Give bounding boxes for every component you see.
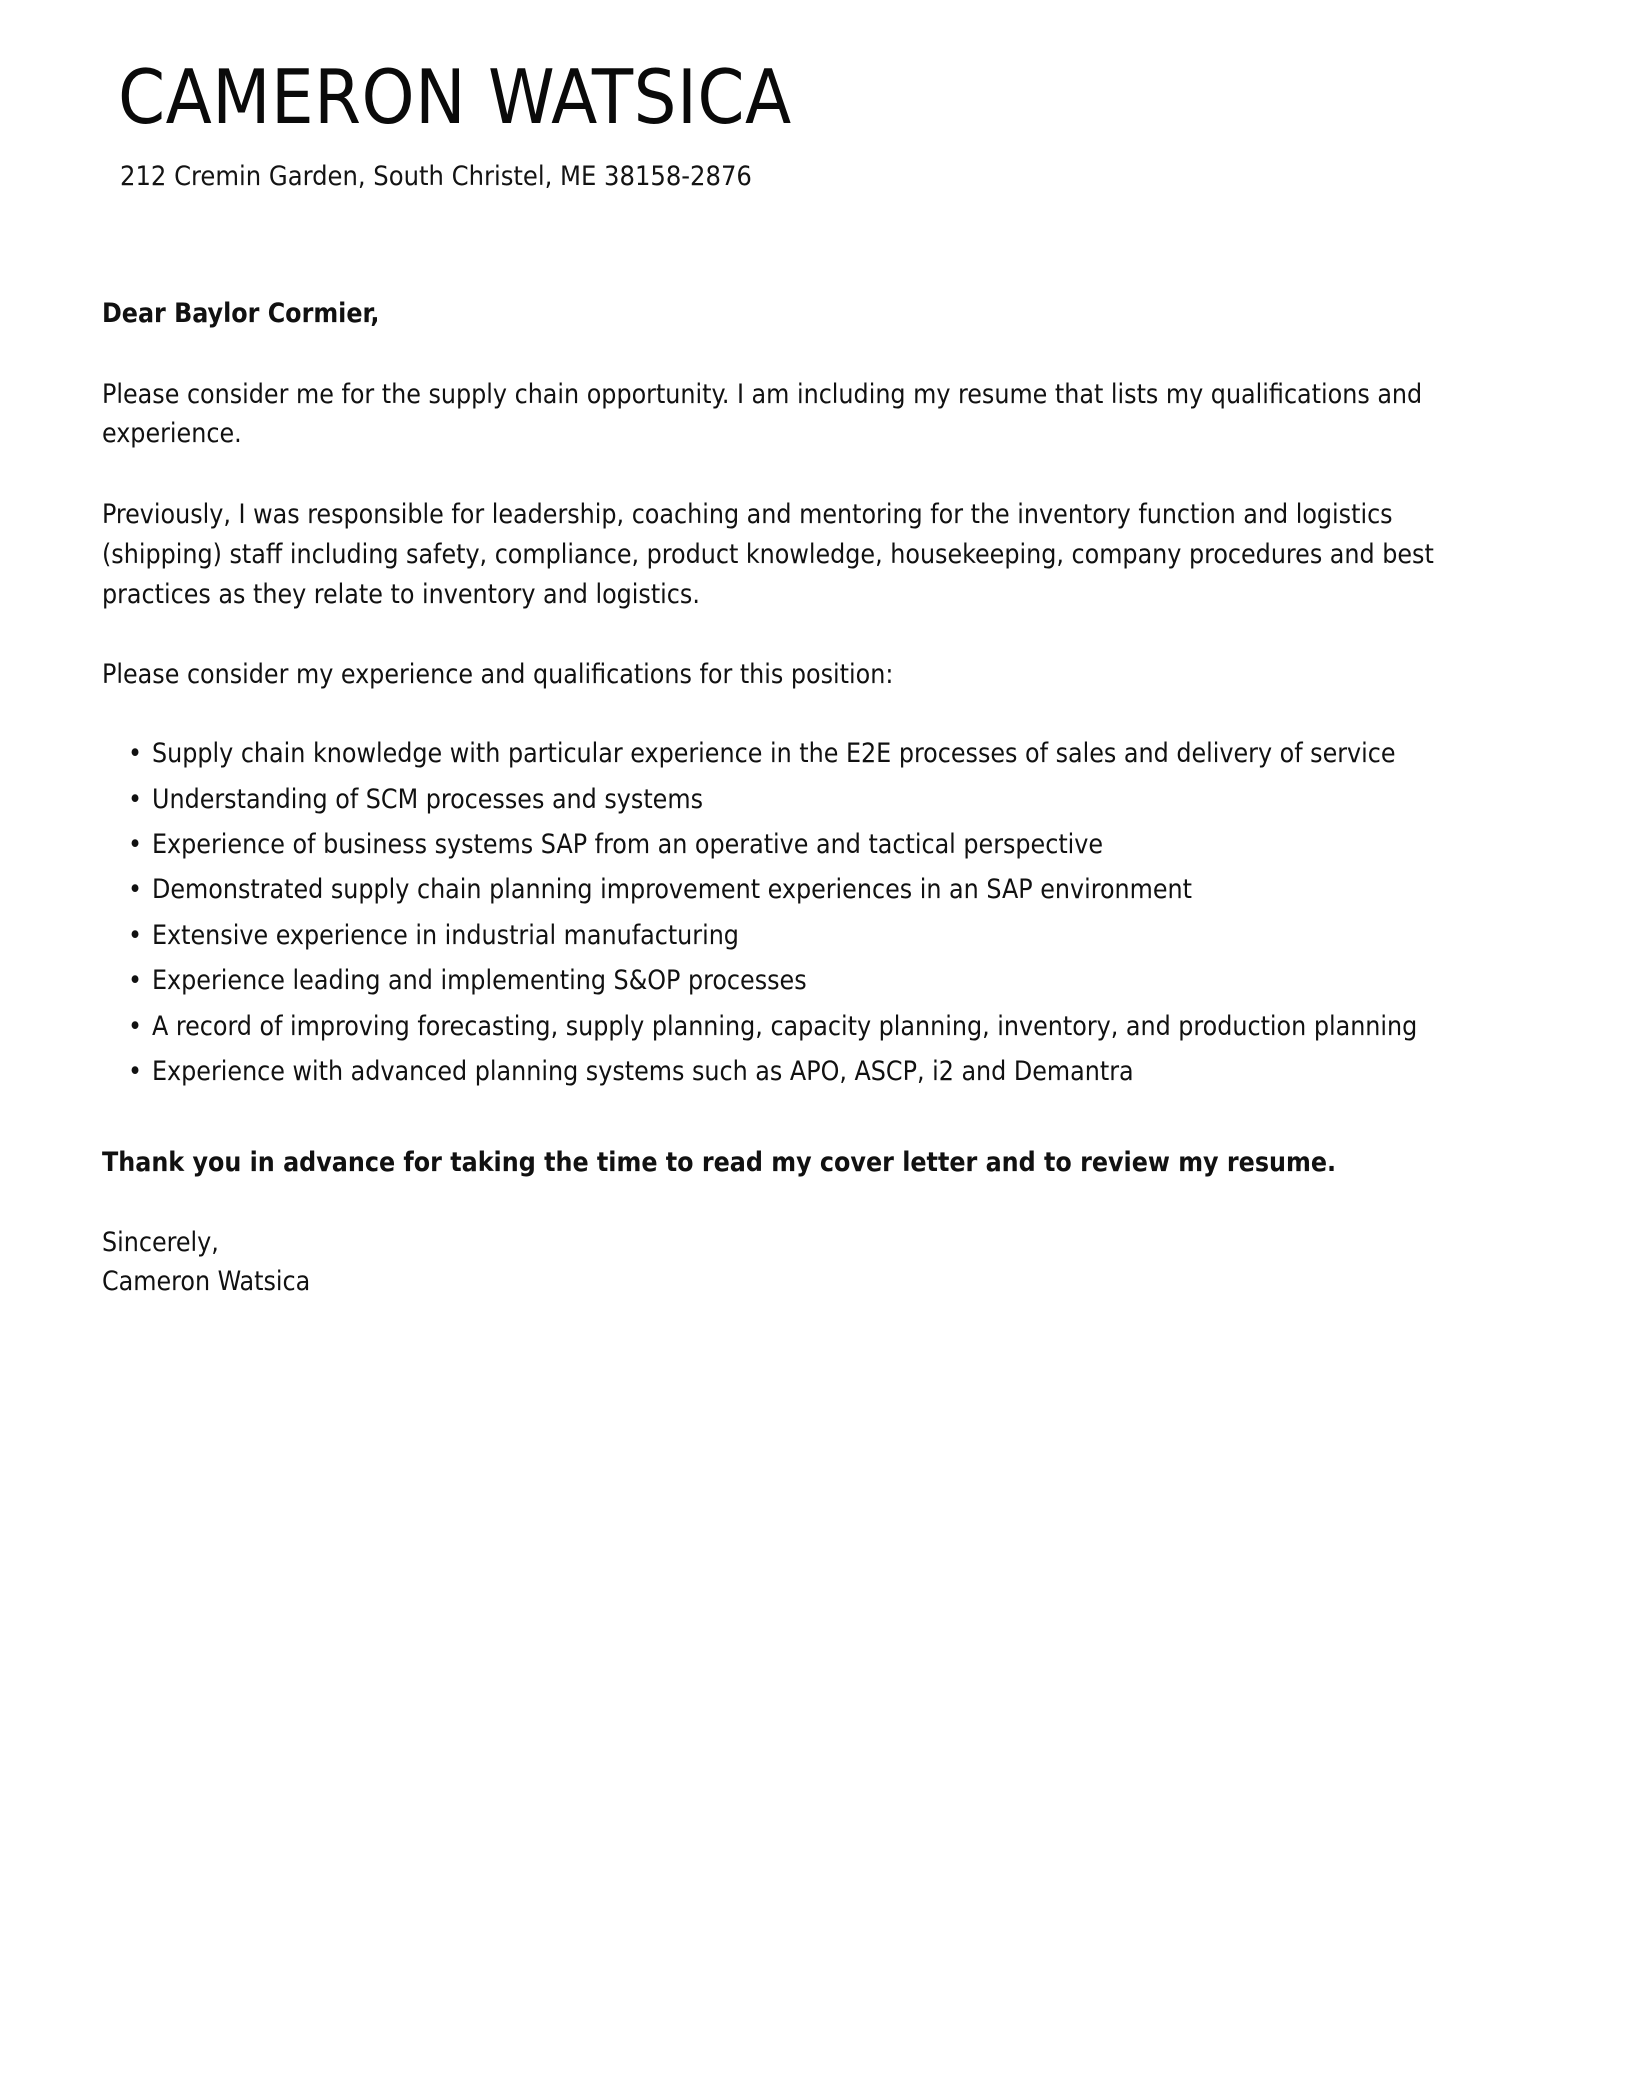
list-item-label: Understanding of SCM processes and systems <box>152 783 703 815</box>
list-item <box>102 871 1512 909</box>
letterhead <box>0 0 1632 194</box>
paragraph-list-lead-in: Please consider my experience and qualifications for this position: <box>102 659 894 691</box>
list-item-label: Experience leading and implementing S&OP processes <box>152 965 807 997</box>
list-item <box>102 962 1512 1000</box>
list-item-label: Extensive experience in industrial manufacturing <box>152 919 739 951</box>
applicant-name: CAMERON WATSICA <box>118 53 792 141</box>
signature-name: Cameron Watsica <box>102 1265 311 1297</box>
signature-block <box>102 1224 1512 1301</box>
bullet-icon: • <box>128 783 143 815</box>
bullet-icon: • <box>128 738 143 770</box>
sign-off: Sincerely, <box>102 1227 219 1259</box>
qualifications-list <box>102 735 1512 1091</box>
list-item-label: Supply chain knowledge with particular experience in the E2E processes of sales and delivery of service <box>152 738 1396 770</box>
closing-statement: Thank you in advance for taking the time to read my cover letter and to review my resume. <box>102 1147 1337 1179</box>
list-item <box>102 735 1512 773</box>
bullet-icon: • <box>128 874 143 906</box>
list-item <box>102 826 1512 864</box>
bullet-icon: • <box>128 919 143 951</box>
list-item <box>102 1053 1512 1091</box>
bullet-icon: • <box>128 1056 143 1088</box>
list-item-label: Experience of business systems SAP from an operative and tactical perspective <box>152 828 1104 860</box>
list-item <box>102 1008 1512 1046</box>
paragraph-experience: Previously, I was responsible for leadership, coaching and mentoring for the inventory function and logistics (shipping) staff including safety, compliance, product knowledge, housekeeping, company procedures and best practices as they relate to inventory and logistics. <box>102 499 1434 610</box>
bullet-icon: • <box>128 828 143 860</box>
list-item <box>102 781 1512 819</box>
list-item <box>102 917 1512 955</box>
applicant-address: 212 Cremin Garden, South Christel, ME 38158-2876 <box>120 160 752 192</box>
list-item-label: Demonstrated supply chain planning improvement experiences in an SAP environment <box>152 874 1192 906</box>
letter-body <box>0 194 1632 1301</box>
bullet-icon: • <box>128 965 143 997</box>
salutation: Dear Baylor Cormier, <box>102 297 380 329</box>
bullet-icon: • <box>128 1010 143 1042</box>
list-item-label: A record of improving forecasting, supply planning, capacity planning, inventory, and production planning <box>152 1010 1418 1042</box>
paragraph-intro: Please consider me for the supply chain opportunity. I am including my resume that lists my qualifications and experience. <box>102 378 1423 450</box>
list-item-label: Experience with advanced planning systems such as APO, ASCP, i2 and Demantra <box>152 1056 1134 1088</box>
